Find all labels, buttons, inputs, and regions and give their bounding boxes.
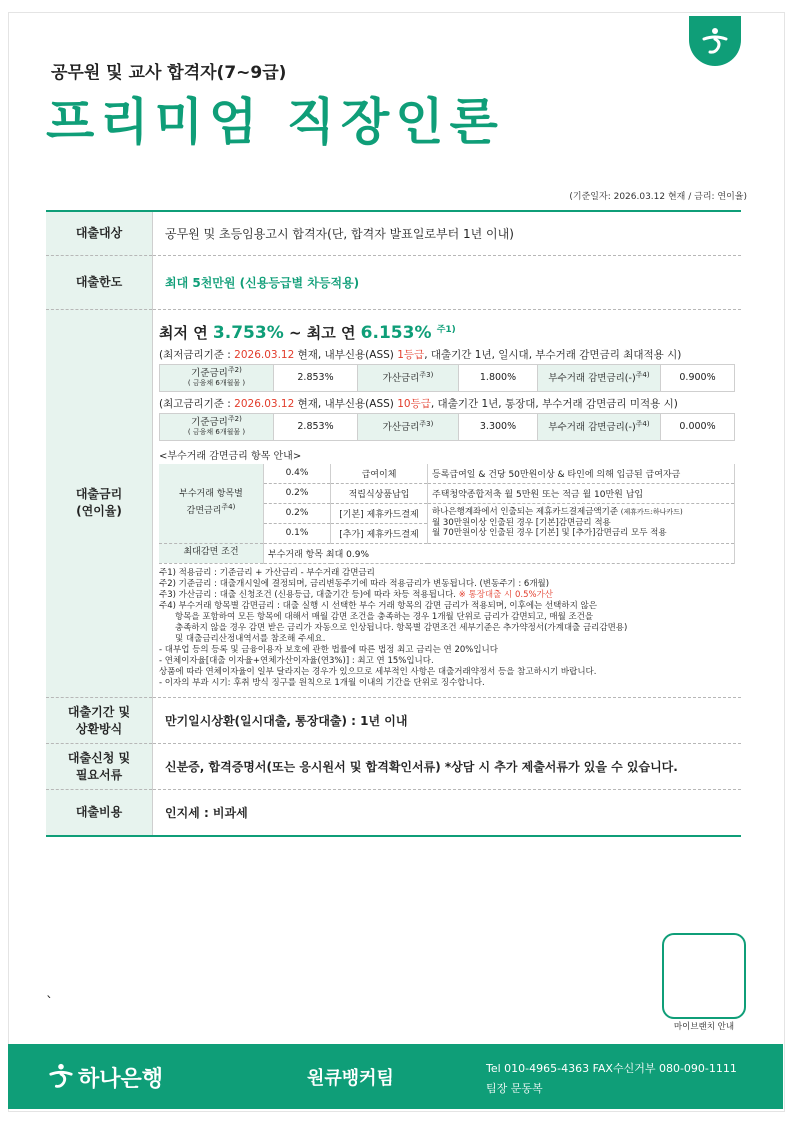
rate-cell <box>153 309 742 698</box>
mybranch-qr-box[interactable] <box>662 933 746 1019</box>
contact-info: Tel 010-4965-4363 FAX수신거부 080-090-1111 <box>486 1062 737 1075</box>
row-value: 인지세 : 비과세 <box>153 790 742 836</box>
min-rate-table: 기준금리$^{주2)}$ ( 금융채 6개월물 ) 2.853% 가산금리$^{주3)}$ 1.800% 부수거래 감면금리$(-)^{주4)}$ 0.900% <box>159 364 735 392</box>
discount-guide-title: <부수거래 감면금리 항목 안내> <box>159 450 302 462</box>
discount-table: 부수거래 항목별 감면금리$^{주4)}$ 0.4% 급여이체 등록급여일 & 건당 50만원이상 & 타인에 의해 입금된 급여자금 0.2% 적립식상품납입 주택청약종합저축 월 5만원 또는 적금 월 10만원 납입 0.2% [기본] 제휴카드결제 하나은행계좌에서 인출되는 제휴카드결제금액기준 (제휴카드:하나카드) 월 30만원이상 인출된 경우 [기본]감면금리 적용 월 70만원이상 인출된 경우 [기본] 및 [추가]감면금리 모두 적용 0.1% [추가] 제휴카드결제 최대감면 조건 부수거래 항목 최대 0.9% <box>159 464 735 564</box>
row-label: 대출기간 및 상환방식 <box>46 698 153 744</box>
card-notes: 하나은행계좌에서 인출되는 제휴카드결제금액기준 (제휴카드:하나카드) 월 30만원이상 인출된 경우 [기본]감면금리 적용 월 70만원이상 인출된 경우 [기본] 및 [추가]감면금리 모두 적용 <box>428 503 735 543</box>
product-subtitle: 공무원 및 교사 합격자(7~9급) <box>51 63 287 83</box>
branch-name: 원큐뱅커팀 <box>307 1068 394 1089</box>
row-value: 최대 5천만원 (신용등급별 차등적용) <box>153 255 742 309</box>
manager-name: 팀장 문동복 <box>486 1082 543 1095</box>
product-title: 프리미엄 직장인론 <box>46 93 504 151</box>
rate-range: 최저 연 3.753% ~ 최고 연 6.153% $^{주1)}$ <box>159 322 456 343</box>
row-label: 대출한도 <box>46 255 153 309</box>
footer-bar <box>8 1044 783 1109</box>
discount-side-label: 부수거래 항목별 감면금리$^{주4)}$ <box>159 464 264 544</box>
hana-logo-tab <box>689 16 741 66</box>
stray-mark: ` <box>46 995 53 1011</box>
row-value: 만기일시상환(일시대출, 통장대출) : 1년 이내 <box>153 698 742 744</box>
row-label: 대출금리 (연이율) <box>46 309 153 698</box>
bank-name: 하나은행 <box>78 1067 164 1092</box>
row-value: 공무원 및 초등임용고시 합격자(단, 합격자 발표일로부터 1년 이내) <box>153 211 742 255</box>
row-label: 대출대상 <box>46 211 153 255</box>
mybranch-label: 마이브랜치 안내 <box>673 1022 735 1032</box>
max-rate-table: 기준금리$^{주2)}$ ( 금융채 6개월물 ) 2.853% 가산금리$^{주3)}$ 3.300% 부수거래 감면금리$(-)^{주4)}$ 0.000% <box>159 413 735 441</box>
loan-info-table <box>46 210 741 837</box>
footnotes: 주1) 적용금리 : 기준금리 + 가산금리 - 부수거래 감면금리 주2) 기준금리 : 대출개시일에 결정되며, 금리변동주기에 따라 적용금리가 변동됩니다. (변동주기 : 6개월) 주3) 가산금리 : 대출 신청조건 (신용등급, 대출기간 등)에 따라 차등 적용됩니다. ※ 통장대출 시 0.5%가산 주4) 부수거래 항목별 감면금리 : 대출 실행 시 선택한 부수 거래 항목의 감면 금리가 적용되며, 이후에는 선택하지 않은 항목을 포함하여 모든 항목에 대해서 매월 감면 조건을 충족하는 경우 1개월 단위로 금리가 감면되고, 매월 조건을 충족하지 않을 경우 감면 받은 금리가 자동으로 인상됩니다. 항목별 감면조건 세부기준은 추가약정서(가계대출 금리감면용) 및 대출금리산정내역서를 참조해 주세요. - 대부업 등의 등록 및 금융이용자 보호에 관한 법률에 따른 법정 최고 금리는 연 20%입니다 - 연체이자율[대출 이자율+연체가산이자율(연3%)] : 최고 연 15%입니다. 상품에 따라 연체이자율이 일부 달라지는 경우가 있으므로 세부적인 사항은 대출거래약정서 등을 참고하시기 바랍니다. - 이자의 부과 시기: 후취 방식 징구를 원칙으로 1개월 이내의 기간을 단위로 징수합니다. <box>159 567 628 688</box>
row-value: 신분증, 합격증명서(또는 응시원서 및 합격확인서류) *상담 시 추가 제출서류가 있을 수 있습니다. <box>153 744 742 790</box>
base-date: (기준일자: 2026.03.12 현재 / 금리: 연이율) <box>569 192 747 202</box>
row-period <box>46 698 741 744</box>
row-label: 대출신청 및 필요서류 <box>46 744 153 790</box>
row-rate <box>46 309 741 698</box>
hana-logo-icon <box>701 26 729 56</box>
row-label: 대출비용 <box>46 790 153 836</box>
hana-logo-icon <box>48 1062 74 1090</box>
min-rate-condition: (최저금리기준 : 2026.03.12 현재, 내부신용(ASS) 1등급, 대출기간 1년, 일시대, 부수거래 감면금리 최대적용 시) <box>159 348 682 361</box>
max-rate-condition: (최고금리기준 : 2026.03.12 현재, 내부신용(ASS) 10등급, 대출기간 1년, 통장대, 부수거래 감면금리 미적용 시) <box>159 397 678 410</box>
row-docs <box>46 744 741 790</box>
row-cost <box>46 790 741 836</box>
row-target <box>46 211 741 255</box>
row-limit <box>46 255 741 309</box>
